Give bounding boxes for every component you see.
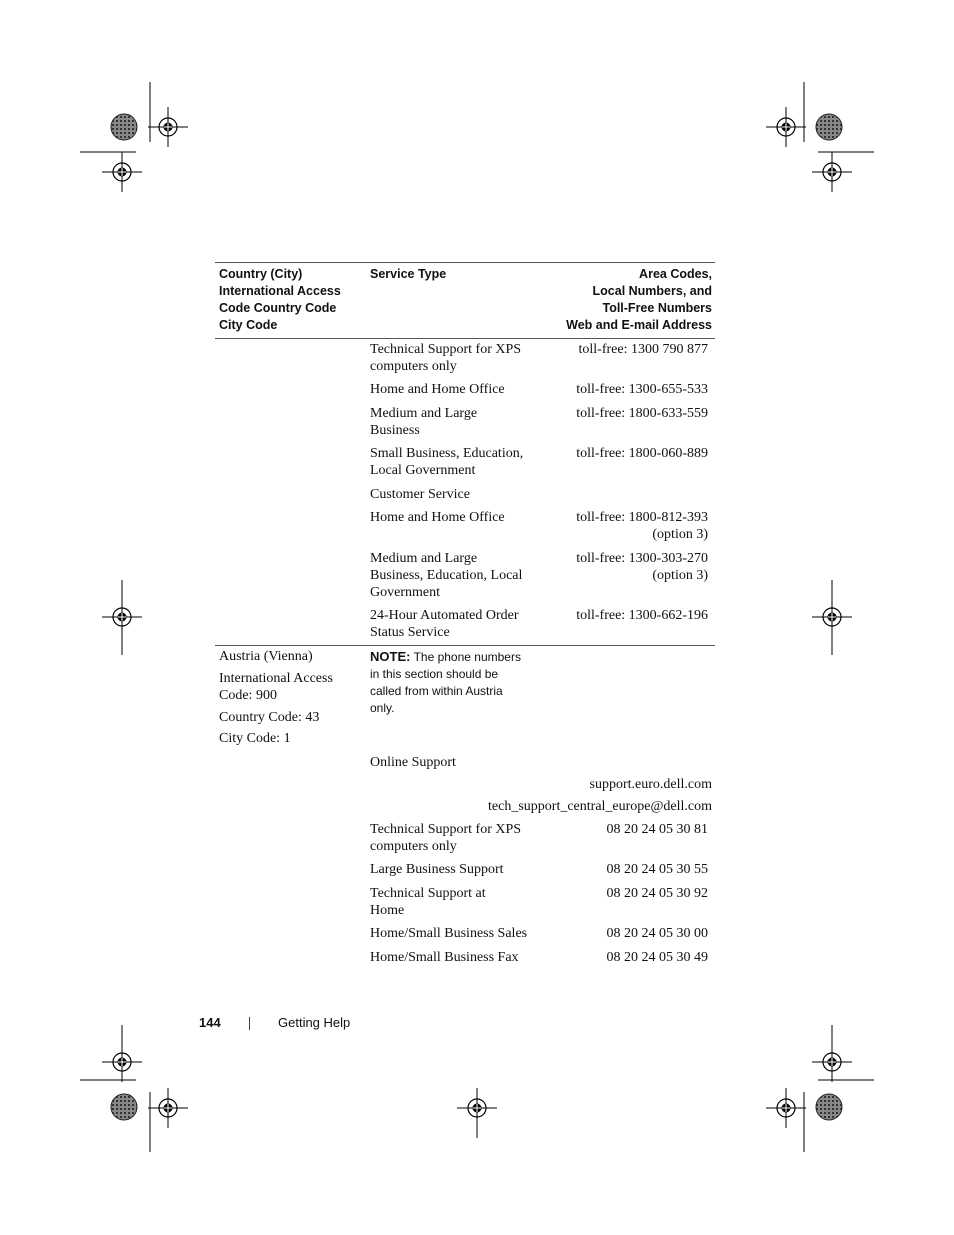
- service-type: Technical Support for XPS computers only: [370, 822, 522, 854]
- support-website-link[interactable]: support.euro.dell.com: [589, 777, 712, 792]
- support-email-link[interactable]: tech_support_central_europe@dell.com: [488, 799, 712, 814]
- phone-number: 08 20 24 05 30 49: [606, 950, 708, 965]
- header-col-numbers: Area Codes, Local Numbers, and Toll-Free Numbers Web and E-mail Address: [566, 267, 712, 332]
- online-support-label: Online Support: [370, 755, 456, 770]
- phone-number: toll-free: 1300 790 877: [578, 342, 708, 357]
- section-title: Getting Help: [278, 1015, 351, 1030]
- service-type: Home and Home Office: [370, 510, 505, 525]
- country-rule: [215, 645, 715, 646]
- table-top-rule: [215, 262, 715, 263]
- international-access-code: International Access Code: 900: [219, 671, 333, 703]
- phone-number: toll-free: 1800-060-889: [576, 446, 708, 461]
- header-col-service: Service Type: [370, 267, 447, 281]
- phone-number: 08 20 24 05 30 81: [606, 822, 708, 837]
- phone-number: toll-free: 1300-303-270 (option 3): [576, 551, 708, 583]
- service-type: Customer Service: [370, 487, 470, 502]
- service-type: 24-Hour Automated Order Status Service: [370, 608, 519, 640]
- note-label: NOTE:: [370, 649, 411, 664]
- service-type: Home and Home Office: [370, 382, 505, 397]
- header-col-country: Country (City) International Access Code Country Code City Code: [219, 267, 341, 332]
- service-type: Technical Support at Home: [370, 886, 486, 918]
- note-box: NOTE: The phone numbers in this section should be called from within Austria only.: [370, 649, 521, 715]
- country-code: Country Code: 43: [219, 710, 320, 725]
- service-type: Home/Small Business Sales: [370, 926, 528, 941]
- service-type: Home/Small Business Fax: [370, 950, 519, 965]
- service-type: Technical Support for XPS computers only: [370, 342, 522, 374]
- service-type: Medium and Large Business, Education, Local Government: [370, 551, 523, 600]
- service-type: Medium and Large Business: [370, 406, 478, 438]
- phone-number: toll-free: 1800-812-393 (option 3): [576, 510, 708, 542]
- phone-number: 08 20 24 05 30 55: [606, 862, 708, 877]
- service-type: Small Business, Education, Local Government: [370, 446, 524, 478]
- phone-number: toll-free: 1300-655-533: [576, 382, 708, 397]
- phone-number: toll-free: 1300-662-196: [576, 608, 708, 623]
- header-rule: [215, 338, 715, 339]
- page-number: 144: [199, 1015, 221, 1030]
- city-code: City Code: 1: [219, 731, 291, 746]
- footer-divider: [249, 1017, 250, 1030]
- phone-number: 08 20 24 05 30 92: [606, 886, 708, 901]
- phone-number: toll-free: 1800-633-559: [576, 406, 708, 421]
- service-type: Large Business Support: [370, 862, 504, 877]
- phone-number: 08 20 24 05 30 00: [606, 926, 708, 941]
- country-name: Austria (Vienna): [219, 649, 313, 664]
